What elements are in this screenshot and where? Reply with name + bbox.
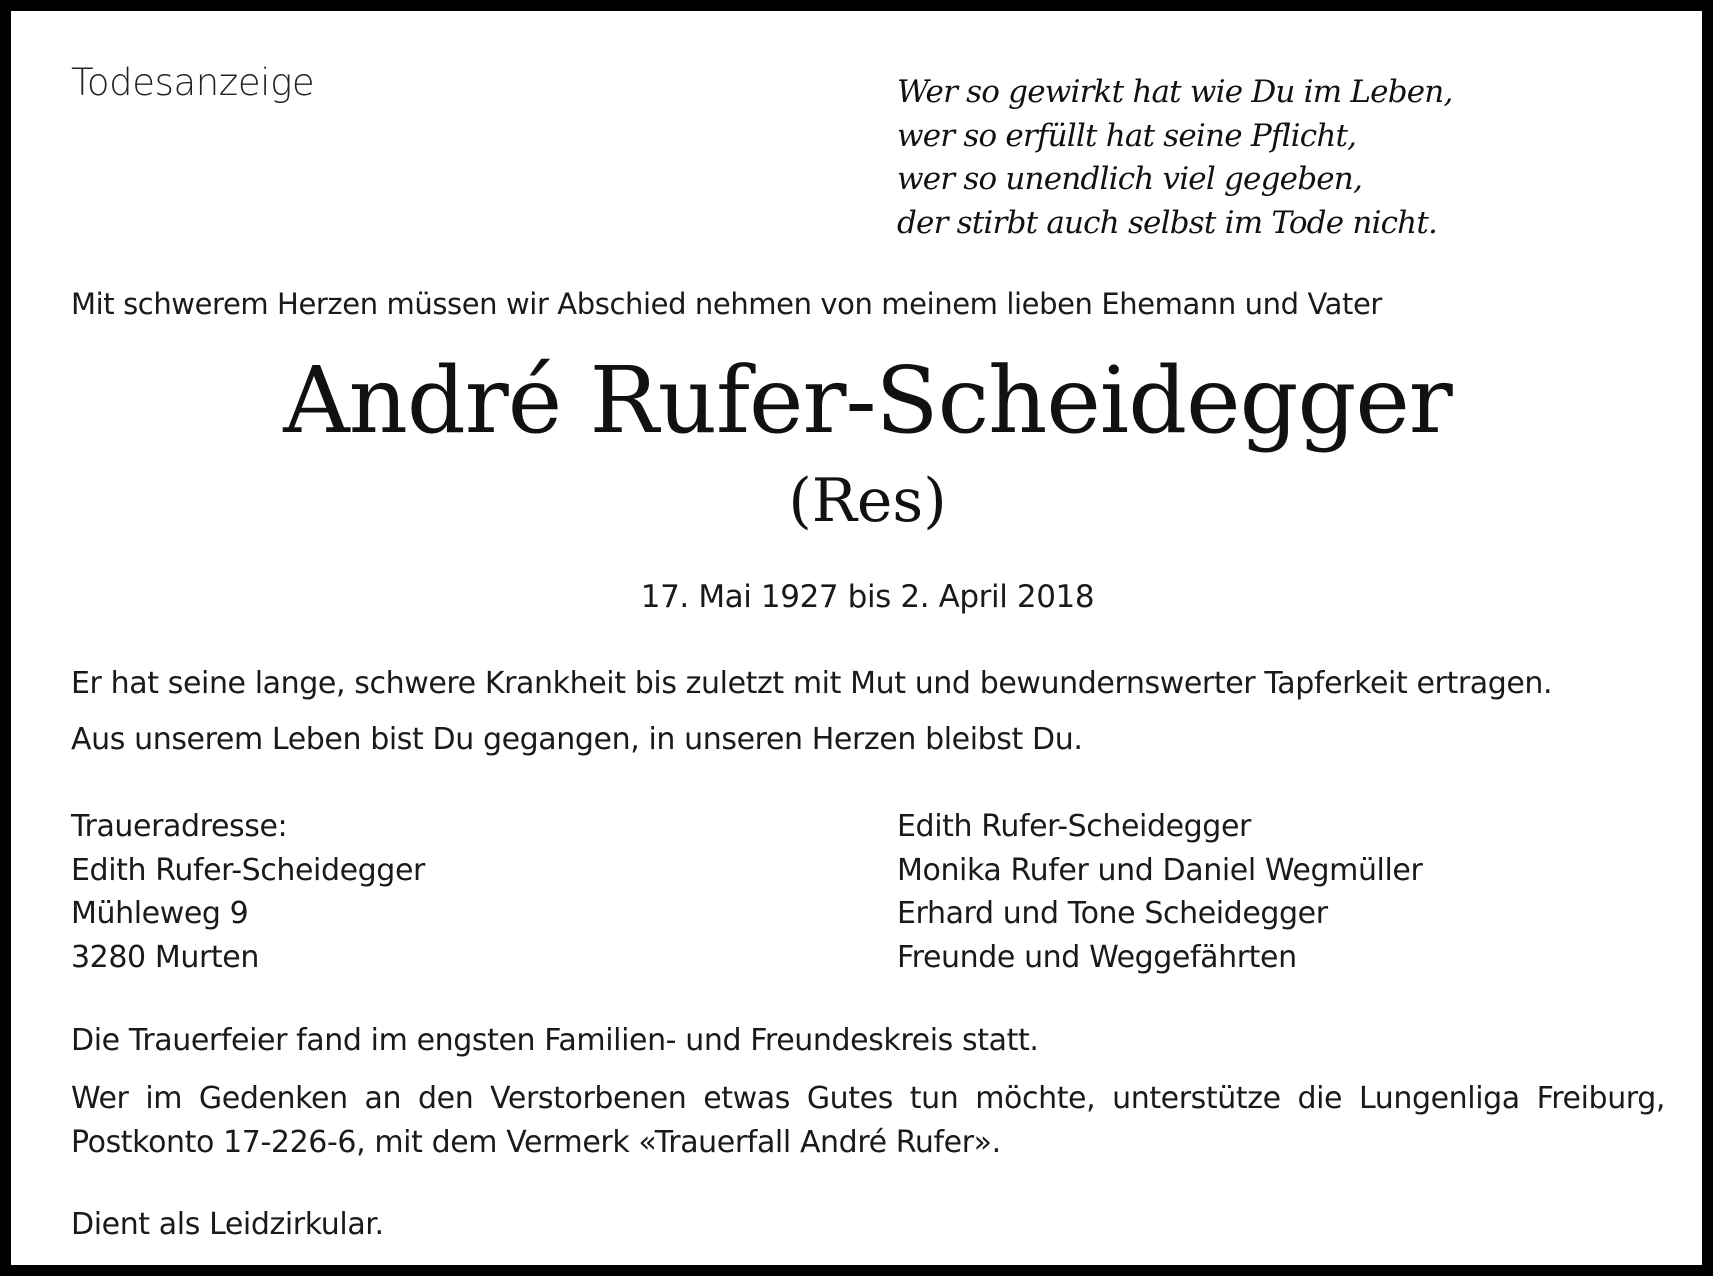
poem-line: wer so unendlich viel gegeben, bbox=[897, 161, 1363, 197]
mourning-address bbox=[71, 805, 425, 979]
mourner-entry: Erhard und Tone Scheidegger bbox=[897, 896, 1328, 931]
life-dates: 17. Mai 1927 bis 2. April 2018 bbox=[640, 579, 1095, 615]
memorial-poem bbox=[897, 71, 1453, 245]
tribute-line-2: Aus unserem Leben bist Du gegangen, in unseren Herzen bleibst Du. bbox=[71, 722, 1083, 757]
poem-line: Wer so gewirkt hat wie Du im Leben, bbox=[897, 74, 1453, 110]
mourner-entry: Edith Rufer-Scheidegger bbox=[897, 809, 1251, 844]
mourners-list bbox=[897, 805, 1422, 979]
intro-text: Mit schwerem Herzen müssen wir Abschied nehmen von meinem lieben Ehemann und Vater bbox=[71, 287, 1382, 321]
mourner-entry: Freunde und Weggefährten bbox=[897, 939, 1297, 975]
address-line: 3280 Murten bbox=[71, 939, 259, 975]
tribute-line-1: Er hat seine lange, schwere Krankheit bis zuletzt mit Mut und bewundernswerter Tapferkeit ertragen. bbox=[71, 666, 1553, 701]
address-line: Mühleweg 9 bbox=[71, 896, 249, 931]
ceremony-note: Die Trauerfeier fand im engsten Familien- und Freundeskreis statt. bbox=[71, 1023, 1039, 1058]
circular-note: Dient als Leidzirkular. bbox=[71, 1207, 384, 1242]
address-heading: Traueradresse: bbox=[71, 809, 288, 844]
deceased-nickname: (Res) bbox=[788, 466, 947, 536]
mourner-entry: Monika Rufer und Daniel Wegmüller bbox=[897, 852, 1423, 888]
deceased-name: André Rufer-Scheidegger bbox=[283, 347, 1452, 454]
notice-label: Todesanzeige bbox=[71, 61, 315, 104]
address-line: Edith Rufer-Scheidegger bbox=[71, 852, 425, 888]
poem-line: wer so erfüllt hat seine Pflicht, bbox=[897, 117, 1357, 154]
poem-line: der stirbt auch selbst im Tode nicht. bbox=[897, 204, 1438, 241]
donation-note: Wer im Gedenken an den Verstorbenen etwas Gutes tun möchte, unterstütze die Lungenliga Freiburg, Postkonto 17-226-6, mit dem Vermerk «Trauerfall André Rufer». bbox=[71, 1081, 1665, 1160]
